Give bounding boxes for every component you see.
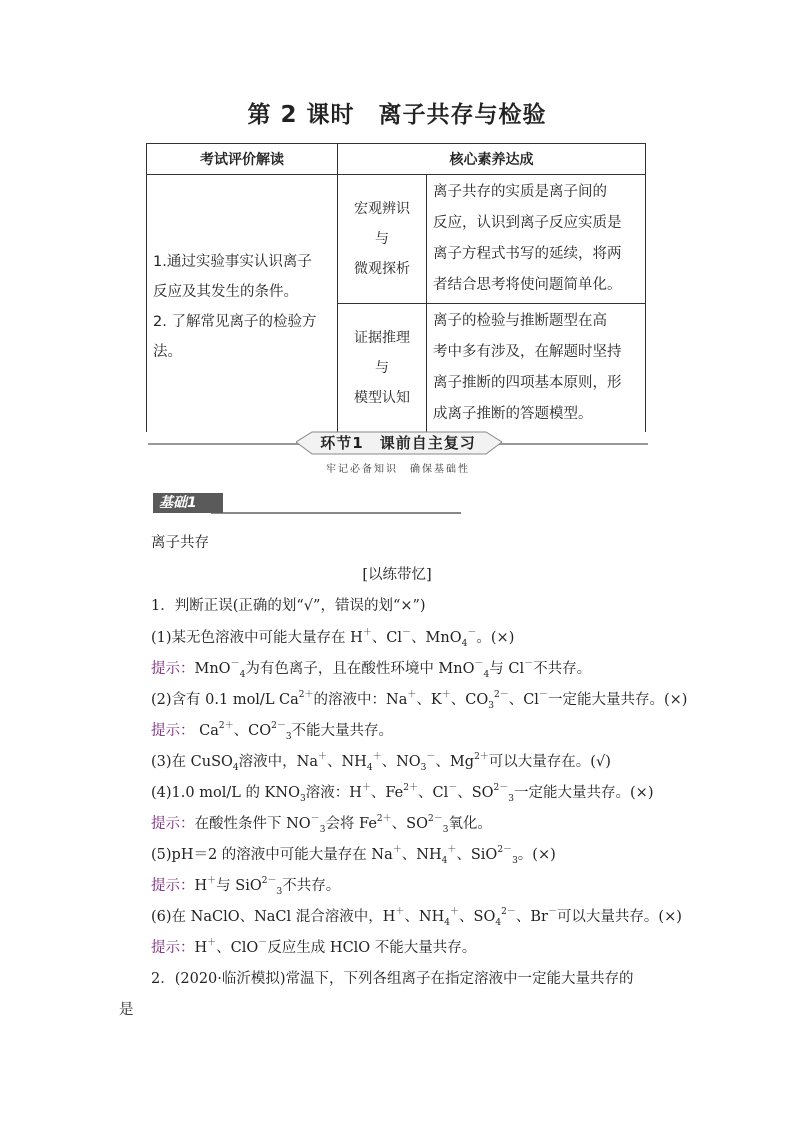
q1-hint-5: 提示：H＋与 SiO$^{2-}_3$不共存。 <box>151 876 341 897</box>
exam-line: 法。 <box>153 343 182 360</box>
basic-tag-label: 基础1 <box>153 493 223 513</box>
literacy-category-1: 宏观辨识 与 微观探析 <box>338 175 427 304</box>
basic-tag-rule <box>211 512 461 514</box>
q1-item-4: (4)1.0 mol/L 的 $KNO_3$溶液：H＋、$Fe^{2+}$、Cl－、$SO^{2-}_3$一定能大量共存。(×) <box>151 783 654 804</box>
exam-interpretation-cell <box>147 175 338 433</box>
objectives-table <box>146 143 646 432</box>
section-title: 环节1 课前自主复习 <box>320 434 476 452</box>
q1-item-3: (3)在 CuSO$_4$溶液中，Na＋、$NH_4^+$、$NO_3^-$、$Mg^{2+}$可以大量存在。(√) <box>151 752 611 773</box>
exam-line: 1.通过实验事实认识离子 <box>153 253 312 270</box>
exam-line: 反应及其发生的条件。 <box>153 283 298 300</box>
q1-hint-4: 提示：在酸性条件下 $NO^-_3$会将 $Fe^{2+}$、$SO^{2-}_3$氧化。 <box>151 814 492 835</box>
literacy-description-2: 离子的检验与推断题型在高 考中多有涉及，在解题时坚持 离子推断的四项基本原则，形 成离子推断的答题模型。 <box>427 304 646 433</box>
q1-item-5: (5)pH＝2 的溶液中可能大量存在 Na＋、$NH_4^+$、SiO$^{2-}_3$。(×) <box>151 845 556 866</box>
q1-item-1: (1)某无色溶液中可能大量存在 H＋、Cl－、MnO$_4$－。(×) <box>151 628 515 649</box>
basic-tag <box>151 493 461 519</box>
section-banner <box>148 430 648 480</box>
question-2-stem: 2．(2020·临沂模拟)常温下，下列各组离子在指定溶液中一定能大量共存的 <box>151 971 634 987</box>
q1-hint-2: 提示： $Ca^{2+}$、$CO^{2-}_3$不能大量共存。 <box>151 721 394 742</box>
q1-item-6: (6)在 NaClO、NaCl 混合溶液中，H＋、$NH_4^+$、$SO_4^{2-}$、Br－可以大量共存。(×) <box>151 907 682 928</box>
question-2-stem-continued: 是 <box>119 1002 134 1018</box>
question-1-stem: 1．判断正误(正确的划“√”，错误的划“×”) <box>151 598 426 614</box>
section-subtitle: 牢记必备知识 确保基础性 <box>326 464 470 475</box>
practice-label: [以练带忆] <box>362 567 432 583</box>
q1-item-2: (2)含有 0.1 mol/L $Ca^{2+}$的溶液中：Na＋、K＋、$CO_3^{2-}$、Cl－一定能大量共存。(×) <box>151 690 688 711</box>
exam-line: 2. 了解常见离子的检验方 <box>153 313 317 330</box>
table-header-exam: 考试评价解读 <box>147 144 338 175</box>
topic-heading: 离子共存 <box>151 535 209 551</box>
q1-hint-1: 提示：MnO－$_4$为有色离子，且在酸性环境中 MnO－$_4$与 Cl－不共存。 <box>151 659 592 680</box>
literacy-description-1: 离子共存的实质是离子间的 反应，认识到离子反应实质是 离子方程式书写的延续，将两 者结合思考将使问题简单化。 <box>427 175 646 304</box>
page-title: 第 2 课时 离子共存与检验 <box>247 102 547 128</box>
literacy-category-2: 证据推理 与 模型认知 <box>338 304 427 433</box>
table-header-literacy: 核心素养达成 <box>338 144 646 175</box>
q1-hint-6: 提示：H＋、ClO－反应生成 HClO 不能大量共存。 <box>151 938 477 956</box>
